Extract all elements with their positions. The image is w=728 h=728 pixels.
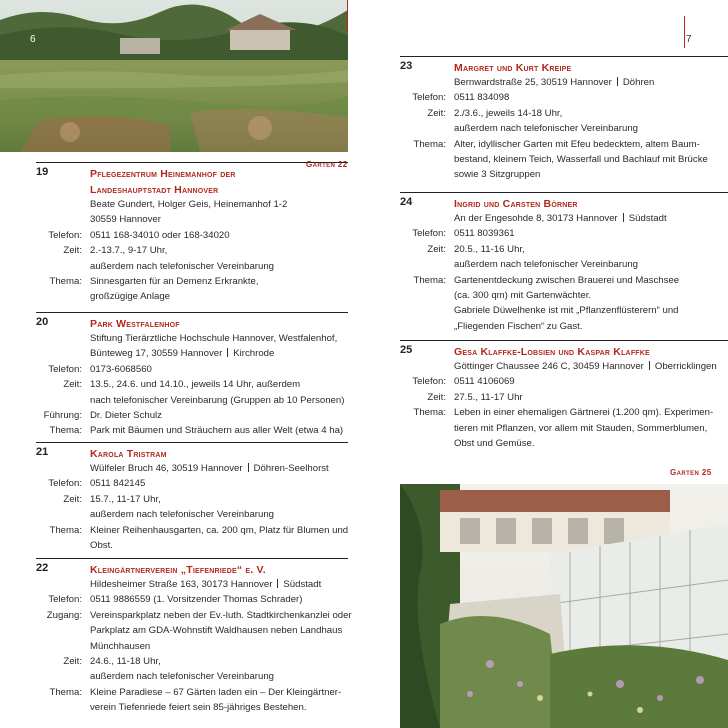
row-label: Zeit: — [63, 493, 82, 505]
value-line: Sinnesgarten für an Demenz Erkrankte, — [90, 276, 259, 288]
value-line: (ca. 300 qm) mit Gartenwächter. — [454, 290, 592, 302]
info-row — [36, 228, 348, 243]
address-street: Bünteweg 17, 30559 Hannover — [90, 348, 223, 360]
value-line: sowie 3 Sitzgruppen — [454, 169, 541, 181]
info-row — [36, 362, 348, 377]
info-row — [36, 523, 348, 554]
value-line: 0511 168-34010 oder 168-34020 — [90, 229, 230, 241]
value-line: 0511 834098 — [454, 92, 510, 104]
entry-title — [90, 166, 236, 198]
info-row — [36, 274, 348, 305]
row-value — [90, 377, 348, 408]
garden-entry — [36, 162, 348, 305]
row-label: Telefon: — [48, 478, 82, 490]
row-value — [454, 390, 728, 405]
row-label: Telefon: — [48, 229, 82, 241]
value-line: 0511 4106069 — [454, 376, 515, 388]
row-value — [90, 423, 348, 438]
address-street: Wülfeler Bruch 46, 30519 Hannover — [90, 463, 243, 474]
entry-title — [90, 316, 180, 332]
value-line: Obst und Gemüse. — [454, 438, 535, 450]
address-district: Döhren-Seelhorst — [253, 463, 329, 474]
value-line: Münchhausen — [90, 640, 151, 652]
entry-number: 24 — [400, 196, 413, 208]
separator — [277, 579, 278, 588]
address-district: Döhren — [622, 77, 655, 88]
value-line: außerdem nach telefonischer Vereinbarung — [90, 509, 274, 521]
address-district: Kirchrode — [233, 348, 275, 360]
address-line — [90, 577, 348, 592]
entry-number: 23 — [400, 60, 413, 72]
info-row — [36, 408, 348, 423]
row-label: Zeit: — [63, 379, 82, 391]
value-line: Kleine Paradiese – 67 Gärten laden ein – Der Kleingärtner- — [90, 686, 342, 698]
value-line: 0511 842145 — [90, 478, 146, 490]
value-line: 0511 9886559 (1. Vorsitzender Thomas Schrader) — [90, 594, 303, 606]
row-value — [90, 362, 348, 377]
value-line: Dr. Dieter Schulz — [90, 410, 162, 422]
entry-title — [454, 60, 571, 76]
address-line — [454, 359, 728, 374]
value-line: Gartenentdeckung zwischen Brauerei und Maschsee — [454, 274, 680, 286]
info-row — [36, 654, 348, 685]
address-line — [454, 75, 728, 90]
entry-title-line: Margret und Kurt Kreipe — [454, 62, 572, 74]
value-line: 15.7., 11-17 Uhr, — [90, 493, 161, 505]
page-marker — [684, 16, 685, 48]
entry-title-line: Kleingärtnerverein „Tiefenriede“ e. V. — [90, 564, 266, 576]
row-value — [454, 90, 728, 105]
info-row — [36, 423, 348, 438]
value-line: 13.5., 24.6. und 14.10., jeweils 14 Uhr, außerdem — [90, 379, 301, 391]
info-row — [36, 592, 348, 607]
entry-header — [36, 162, 348, 197]
separator — [649, 361, 650, 370]
row-value — [454, 137, 728, 183]
entry-address — [400, 75, 728, 90]
info-row — [400, 273, 728, 335]
value-line: außerdem nach telefonischer Vereinbarung — [90, 671, 274, 683]
row-value — [90, 243, 348, 274]
address-line — [90, 346, 348, 361]
entry-header — [400, 192, 728, 211]
row-label: Telefon: — [412, 92, 446, 104]
value-line: 2.-13.7., 9-17 Uhr, — [90, 245, 168, 257]
row-value — [90, 654, 348, 685]
entry-number: 19 — [36, 166, 49, 178]
row-label: Thema: — [49, 686, 82, 698]
value-line: 27.5., 11-17 Uhr — [454, 391, 523, 403]
row-label: Thema: — [413, 138, 446, 150]
row-value — [90, 523, 348, 554]
info-row — [36, 243, 348, 274]
value-line: nach telefonischer Vereinbarung (Gruppen ab 10 Personen) — [90, 394, 345, 406]
entry-title — [454, 344, 650, 360]
row-label: Zeit: — [63, 245, 82, 257]
info-row — [400, 137, 728, 183]
garden-entry — [36, 442, 348, 553]
value-line: außerdem nach telefonischer Vereinbarung — [454, 123, 638, 135]
separator — [227, 348, 228, 357]
garden-entry — [36, 558, 352, 716]
row-label: Thema: — [49, 425, 82, 437]
address-district: Oberricklingen — [654, 361, 717, 372]
value-line: bestand, kleinem Teich, Wasserfall und Bachlauf mit Brücke — [454, 154, 708, 166]
entry-title — [454, 196, 578, 212]
entry-number: 20 — [36, 316, 49, 328]
entry-title-line: Park Westfalenhof — [90, 318, 180, 330]
entry-header — [400, 340, 728, 359]
garden-entry — [400, 192, 728, 334]
value-line: Gabriele Düwelhenke ist mit „Pflanzenflüsterern“ und — [454, 305, 679, 317]
value-line: Obst. — [90, 540, 113, 552]
value-line: großzügige Anlage — [90, 291, 171, 303]
info-row — [400, 390, 728, 405]
value-line: Vereinsparkplatz neben der Ev.-luth. Stadtkirchenkanzlei oder — [90, 609, 352, 621]
value-line: Parkplatz am GDA-Wohnstift Waldhausen neben Landhaus — [90, 625, 343, 637]
entry-number: 22 — [36, 562, 49, 574]
value-line: Kleiner Reihenhausgarten, ca. 200 qm, Platz für Blumen und — [90, 524, 349, 536]
row-label: Thema: — [413, 274, 446, 286]
page-marker — [347, 0, 348, 32]
row-value — [90, 228, 348, 243]
row-value — [90, 274, 348, 305]
row-label: Zeit: — [427, 107, 446, 119]
entry-address — [400, 211, 728, 226]
info-row — [400, 106, 728, 137]
entry-header — [36, 442, 348, 461]
address-street: Bernwardstraße 25, 30519 Hannover — [454, 77, 612, 88]
value-line: Leben in einer ehemaligen Gärtnerei (1.200 qm). Experimen- — [454, 407, 714, 419]
page-number: 6 — [30, 34, 36, 45]
row-label: Thema: — [49, 524, 82, 536]
separator — [617, 77, 618, 86]
info-row — [36, 685, 348, 716]
value-line: außerdem nach telefonischer Vereinbarung — [90, 260, 274, 272]
value-line: tieren mit Pflanzen, vor allem mit Stauden, Sommerblumen, — [454, 422, 708, 434]
greenhouse-photo — [400, 484, 728, 728]
row-value — [90, 608, 352, 654]
row-label: Zeit: — [63, 656, 82, 668]
entry-address — [36, 577, 348, 592]
row-value — [454, 226, 728, 241]
row-label: Zeit: — [427, 391, 446, 403]
value-line: verein Tiefenriede feiert sein 85-jähriges Bestehen. — [90, 702, 307, 714]
entry-address — [36, 197, 348, 228]
row-label: Führung: — [43, 410, 82, 422]
address-line — [454, 211, 728, 226]
entry-title-line: Ingrid und Carsten Börner — [454, 198, 578, 210]
row-label: Thema: — [413, 407, 446, 419]
entry-title-line: Gesa Klaffke-Lobsien und Kaspar Klaffke — [454, 346, 650, 358]
address-district: Südstadt — [283, 579, 322, 590]
info-row — [400, 374, 728, 389]
entry-title — [90, 562, 266, 578]
info-row — [400, 90, 728, 105]
row-value — [90, 685, 348, 716]
value-line: außerdem nach telefonischer Vereinbarung — [454, 259, 638, 271]
address-line — [90, 461, 348, 476]
info-row — [36, 476, 348, 491]
address-district: Südstadt — [628, 213, 667, 224]
info-row — [36, 492, 348, 523]
row-value — [90, 476, 348, 491]
page-number: 7 — [686, 34, 692, 45]
entry-header — [400, 56, 728, 75]
row-value — [454, 242, 728, 273]
garden-tag: Garten 22 — [306, 160, 348, 169]
row-value — [454, 405, 728, 451]
value-line: 2./3.6., jeweils 14-18 Uhr, — [454, 107, 563, 119]
info-row — [400, 242, 728, 273]
value-line: Park mit Bäumen und Sträuchern aus aller Welt (etwa 4 ha) — [90, 425, 344, 437]
garden-tag: Garten 25 — [670, 468, 712, 477]
entry-address — [36, 331, 348, 362]
entry-title-line: Landeshauptstadt Hannover — [90, 184, 219, 196]
value-line: 24.6., 11-18 Uhr, — [90, 656, 161, 668]
value-line: 0511 8039361 — [454, 228, 515, 240]
entry-header — [36, 558, 348, 577]
value-line: 0173-6068560 — [90, 363, 152, 375]
address-line: 30559 Hannover — [90, 214, 161, 226]
row-label: Zugang: — [46, 609, 82, 621]
address-street: Hildesheimer Straße 163, 30173 Hannover — [90, 579, 273, 590]
garden-entry — [36, 312, 348, 439]
separator — [623, 213, 624, 222]
green-roof-photo — [0, 0, 348, 152]
entry-title-line: Karola Tristram — [90, 448, 167, 460]
row-value — [90, 592, 348, 607]
info-row — [400, 226, 728, 241]
info-row — [400, 405, 728, 451]
value-line: Alter, idyllischer Garten mit Efeu bedecktem, altem Baum- — [454, 138, 700, 150]
entry-number: 25 — [400, 344, 413, 356]
row-label: Telefon: — [48, 594, 82, 606]
row-label: Telefon: — [412, 228, 446, 240]
value-line: 20.5., 11-16 Uhr, — [454, 243, 525, 255]
row-label: Zeit: — [427, 243, 446, 255]
address-line: Beate Gundert, Holger Geis, Heinemanhof 1-2 — [90, 199, 288, 210]
row-value — [454, 374, 728, 389]
entry-address — [400, 359, 728, 374]
info-row — [36, 377, 348, 408]
row-value — [90, 408, 348, 423]
address-street: An der Engesohde 8, 30173 Hannover — [454, 213, 618, 224]
entry-title-line: Pflegezentrum Heinemanhof der — [90, 168, 236, 180]
right-page — [364, 0, 728, 728]
row-value — [454, 273, 728, 335]
separator — [248, 463, 249, 472]
entry-header — [36, 312, 348, 331]
row-label: Telefon: — [48, 363, 82, 375]
value-line: „Fliegenden Fischen“ zu Gast. — [454, 320, 583, 332]
entry-address — [36, 461, 348, 476]
address-street: Göttinger Chaussee 246 C, 30459 Hannover — [454, 361, 644, 372]
garden-entry — [400, 56, 728, 183]
entry-title — [90, 446, 167, 462]
garden-entry — [400, 340, 728, 451]
info-row — [36, 608, 352, 654]
row-value — [454, 106, 728, 137]
row-label: Thema: — [49, 276, 82, 288]
row-value — [90, 492, 348, 523]
entry-number: 21 — [36, 446, 49, 458]
row-label: Telefon: — [412, 376, 446, 388]
address-line: Stiftung Tierärztliche Hochschule Hannover, Westfalenhof, — [90, 333, 338, 344]
